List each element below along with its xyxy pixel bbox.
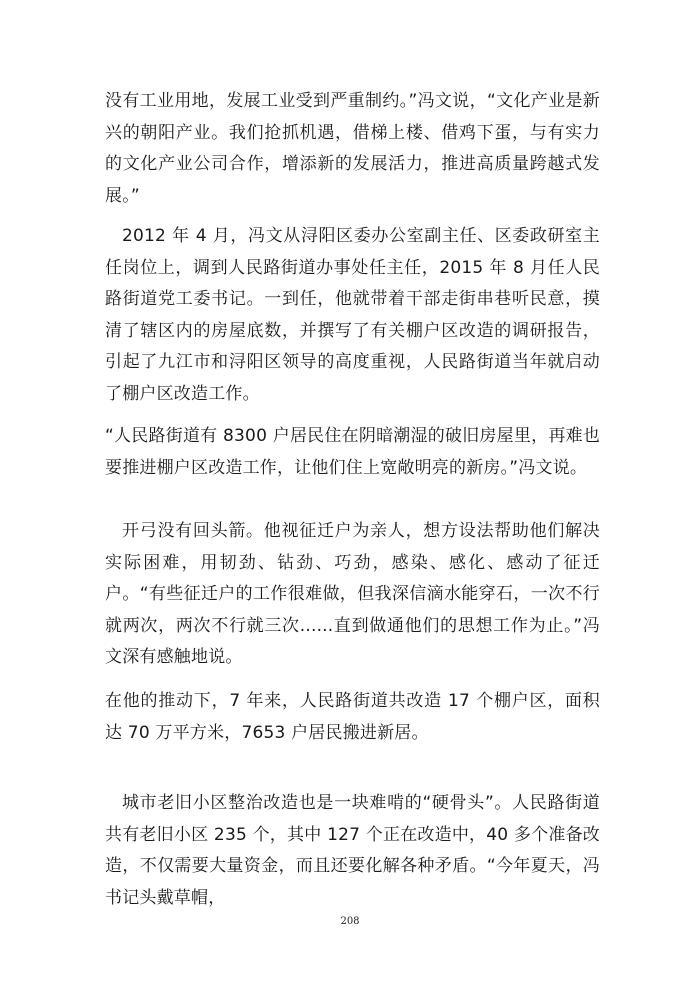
paragraph-3: “人民路街道有 8300 户居民住在阴暗潮湿的破旧房屋里，再难也要推进棚户区改造工作，让他们住上宽敞明亮的新房。”冯文说。 xyxy=(105,426,600,478)
paragraph-5: 在他的推动下，7 年来，人民路街道共改造 17 个棚户区，面积达 70 万平方米，7653 户居民搬进新居。 xyxy=(105,691,600,743)
paragraph-4: 开弓没有回头箭。他视征迁户为亲人，想方设法帮助他们解决实际困难，用韧劲、钻劲、巧劲，感染、感化、感动了征迁户。“有些征迁户的工作很难做，但我深信滴水能穿石，一次不行就两次，两次不行就三次......直到做通他们的思想工作为止。”冯文深有感触地说。 xyxy=(105,521,600,667)
paragraph-2: 2012 年 4 月，冯文从浔阳区委办公室副主任、区委政研室主任岗位上，调到人民路街道办事处任主任，2015 年 8 月任人民路街道党工委书记。一到任，他就带着干部走街串巷听民意，摸清了辖区内的房屋底数，并撰写了有关棚户区改造的调研报告，引起了九江市和浔阳区领导的高度重视，人民路街道当年就启动了棚户区改造工作。 xyxy=(105,226,600,404)
paragraph-1: 没有工业用地，发展工业受到严重制约。”冯文说，“文化产业是新兴的朝阳产业。我们抢抓机遇，借梯上楼、借鸡下蛋，与有实力的文化产业公司合作，增添新的发展活力，推进高质量跨越式发展。” xyxy=(105,91,600,206)
page-number: 208 xyxy=(340,916,360,927)
paragraph-6: 城市老旧小区整治改造也是一块难啃的“硬骨头”。人民路街道共有老旧小区 235 个，其中 127 个正在改造中，40 多个准备改造，不仅需要大量资金，而且还要化解各种矛盾。“今年夏天，冯书记头戴草帽， xyxy=(105,793,600,908)
